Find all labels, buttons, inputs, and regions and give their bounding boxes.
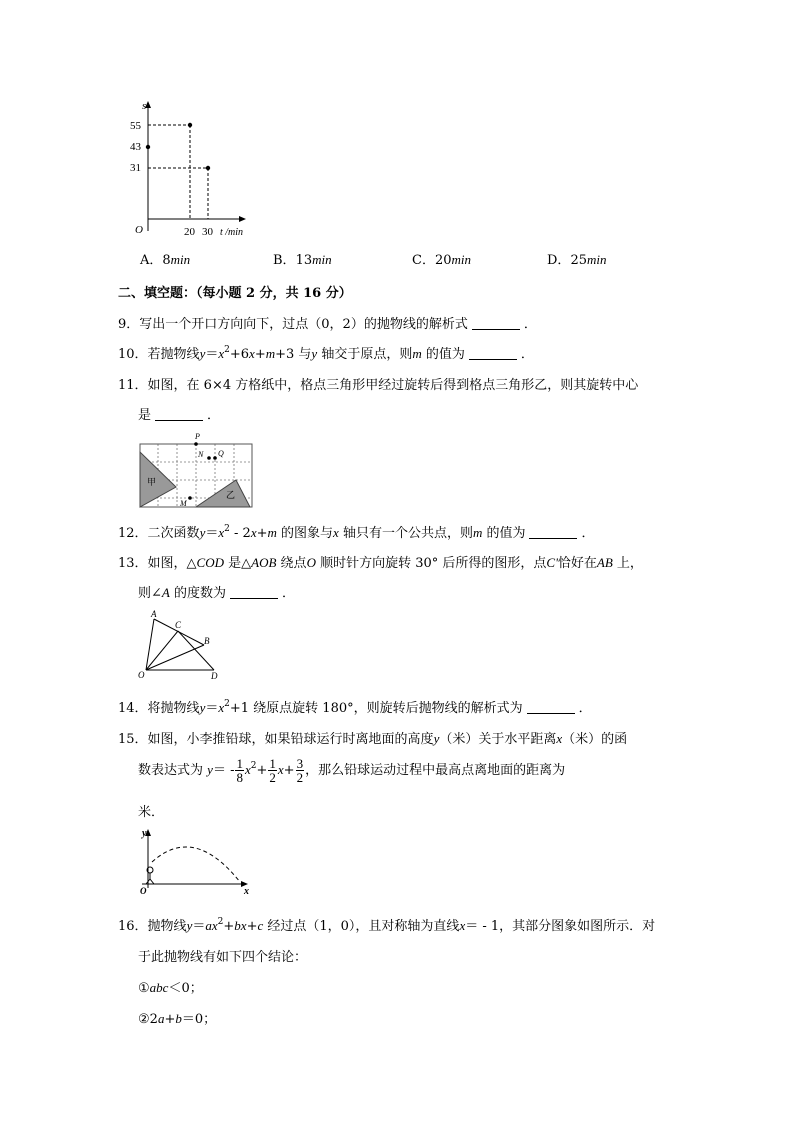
answer-blank (472, 317, 520, 330)
section-title: 二、填空题：（每小题 2 分，共 16 分） (118, 286, 352, 301)
x-axis-label: x (244, 886, 249, 896)
label-o: O (138, 670, 145, 680)
label-a: A (151, 609, 157, 619)
answer-blank (529, 526, 577, 539)
question-11-line1: 11．如图，在 6×4 方格纸中，格点三角形甲经过旋转后得到格点三角形乙，则其旋转中心 (118, 378, 639, 393)
label-n: N (198, 450, 204, 459)
y-axis-label: y (142, 828, 147, 839)
question-9: 9．写出一个开口方向向下，过点（0，2）的抛物线的解析式 ． (118, 317, 537, 332)
fraction-3-2: $\frac{3}{2}$ (296, 756, 304, 785)
question-16-line1: 16．抛物线$y=ax^2+bx+c$ 经过点（1，0），且对称轴为直线x＝ - 1，其部分图象如图所示．对 (118, 917, 656, 934)
question-14: 14．将抛物线$y=x^2+1$ 绕原点旋转 180°，则旋转后抛物线的解析式为 ． (118, 699, 592, 716)
trajectory (152, 847, 240, 882)
point-q (213, 456, 217, 460)
y-tick-55: 55 (130, 120, 141, 132)
fraction-1-2: $\frac{1}{2}$ (269, 756, 276, 785)
x-axis-label: t /min (220, 227, 244, 238)
x-axis-arrow (239, 216, 246, 222)
question-10: 10．若抛物线$y=x^2+6x+m+3$ 与y 轴交于原点，则m 的值为 ． (118, 345, 534, 362)
fraction-1-8: $\frac{1}{8}$ (236, 756, 243, 785)
question-11-line2: 是 ． (138, 408, 221, 423)
point-30-31 (206, 166, 210, 170)
y-tick-43: 43 (130, 141, 141, 153)
question-15-line1: 15．如图，小李推铅球，如果铅球运行时离地面的高度y（米）关于水平距离x（米）的函 (118, 731, 628, 747)
point-p (194, 442, 198, 446)
point-n (207, 456, 211, 460)
conclusion-1: ①abc＜0； (138, 980, 203, 996)
grid-figure (136, 430, 258, 510)
question-15-line3: 米． (138, 805, 165, 820)
conclusion-2: ②2a+b＝0； (138, 1011, 217, 1027)
y-axis-label: s (142, 100, 147, 112)
answer-blank (230, 586, 278, 599)
label-m: M (180, 499, 187, 508)
origin-label: O (135, 224, 143, 236)
distance-time-graph (130, 98, 250, 240)
question-13-line1: 13．如图，△COD 是△AOB 绕点O 顺时针方向旋转 30° 后所得的图形，点C'恰好在AB 上， (118, 555, 643, 571)
origin-label: O (140, 886, 147, 896)
label-b: B (204, 636, 210, 646)
shot-put-figure (136, 826, 254, 896)
point-20-55 (188, 123, 192, 127)
option-b: B．13min (273, 252, 332, 268)
label-p: P (195, 432, 200, 441)
question-12: 12．二次函数$y=x^2 - 2x+m$ 的图象与x 轴只有一个公共点，则m 的值为 ． (118, 524, 595, 541)
question-13-line2: 则∠A 的度数为 ． (138, 585, 296, 601)
answer-blank (527, 701, 575, 714)
label-d: D (211, 671, 218, 680)
option-c: C．20min (412, 252, 471, 268)
label-jia: 甲 (147, 477, 157, 487)
option-a: A．8min (140, 252, 191, 268)
triangle-yi (196, 480, 250, 507)
triangle-figure (138, 608, 222, 680)
label-yi: 乙 (226, 490, 236, 500)
option-d: D．25min (547, 252, 607, 268)
question-15-line2: 数表达式为 y＝ - $\frac{1}{8}$ $x^2+$ $\frac{1}{2}$ x+ $\frac{3}{2}$ ，那么铅球运动过程中最高点离地面的距离为 (138, 756, 566, 785)
x-tick-30: 30 (202, 226, 213, 238)
point-m (188, 496, 192, 500)
x-tick-20: 20 (184, 226, 195, 238)
label-c: C (175, 620, 182, 630)
y-tick-31: 31 (130, 162, 141, 174)
answer-blank (469, 347, 517, 360)
question-16-line2: 于此抛物线有如下四个结论： (138, 950, 308, 965)
point-0-43 (146, 145, 150, 149)
answer-blank (155, 408, 203, 421)
label-q: Q (218, 449, 224, 458)
